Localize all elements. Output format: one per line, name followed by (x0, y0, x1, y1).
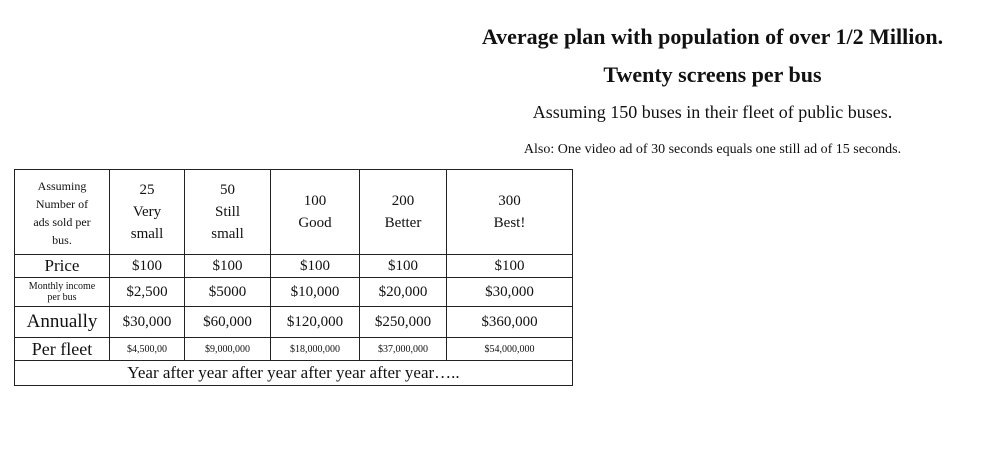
pricing-table (14, 169, 573, 386)
column-count: 100 (303, 193, 327, 209)
note-text: Also: One video ad of 30 seconds equals one still ad of 15 seconds. (523, 142, 902, 157)
table-cell: $100 (110, 255, 185, 278)
column-header-50 (185, 170, 271, 255)
table-cell: $360,000 (447, 307, 573, 338)
column-count: 200 (391, 193, 415, 209)
table-cell: $30,000 (447, 278, 573, 307)
assumption-text: Assuming 150 buses in their fleet of public buses. (532, 102, 893, 122)
footer-row (15, 361, 573, 386)
column-desc: Still small (211, 204, 244, 242)
table-cell: $30,000 (110, 307, 185, 338)
table-cell: $100 (360, 255, 447, 278)
column-desc: Very small (130, 204, 164, 242)
page-title: Average plan with population of over 1/2 Million. (481, 24, 944, 49)
page-subtitle: Twenty screens per bus (603, 62, 822, 87)
monthly-row (15, 278, 573, 307)
table-cell: $20,000 (360, 278, 447, 307)
column-count: 50 (220, 182, 235, 198)
column-count: 300 (498, 193, 521, 209)
table-cell: $54,000,000 (447, 338, 573, 361)
header-label-cell: Assuming Number of ads sold per bus. (15, 170, 110, 255)
table-cell: $100 (447, 255, 573, 278)
table-cell: $250,000 (360, 307, 447, 338)
table-cell: $4,500,00 (110, 338, 185, 361)
column-count: 25 (139, 182, 155, 198)
price-row (15, 255, 573, 278)
table-cell: $5000 (185, 278, 271, 307)
table-cell: $18,000,000 (271, 338, 360, 361)
row-label: Monthly income per bus (15, 278, 110, 307)
column-header-200 (360, 170, 447, 255)
per-fleet-row (15, 338, 573, 361)
table-cell: $100 (271, 255, 360, 278)
annually-row (15, 307, 573, 338)
column-header-100 (271, 170, 360, 255)
table-cell: $120,000 (271, 307, 360, 338)
column-header-300 (447, 170, 573, 255)
column-desc: Good (298, 215, 332, 231)
column-desc: Best! (493, 215, 526, 231)
table-cell: $100 (185, 255, 271, 278)
footer-text: Year after year after year after year after year….. (15, 361, 573, 386)
table-cell: $10,000 (271, 278, 360, 307)
table-cell: $2,500 (110, 278, 185, 307)
table-cell: $37,000,000 (360, 338, 447, 361)
row-label: Per fleet (15, 338, 110, 361)
table-cell: $9,000,000 (185, 338, 271, 361)
row-label: Annually (15, 307, 110, 338)
row-label: Price (15, 255, 110, 278)
table-header-row (15, 170, 573, 255)
column-desc: Better (384, 215, 422, 231)
column-header-25 (110, 170, 185, 255)
table-cell: $60,000 (185, 307, 271, 338)
